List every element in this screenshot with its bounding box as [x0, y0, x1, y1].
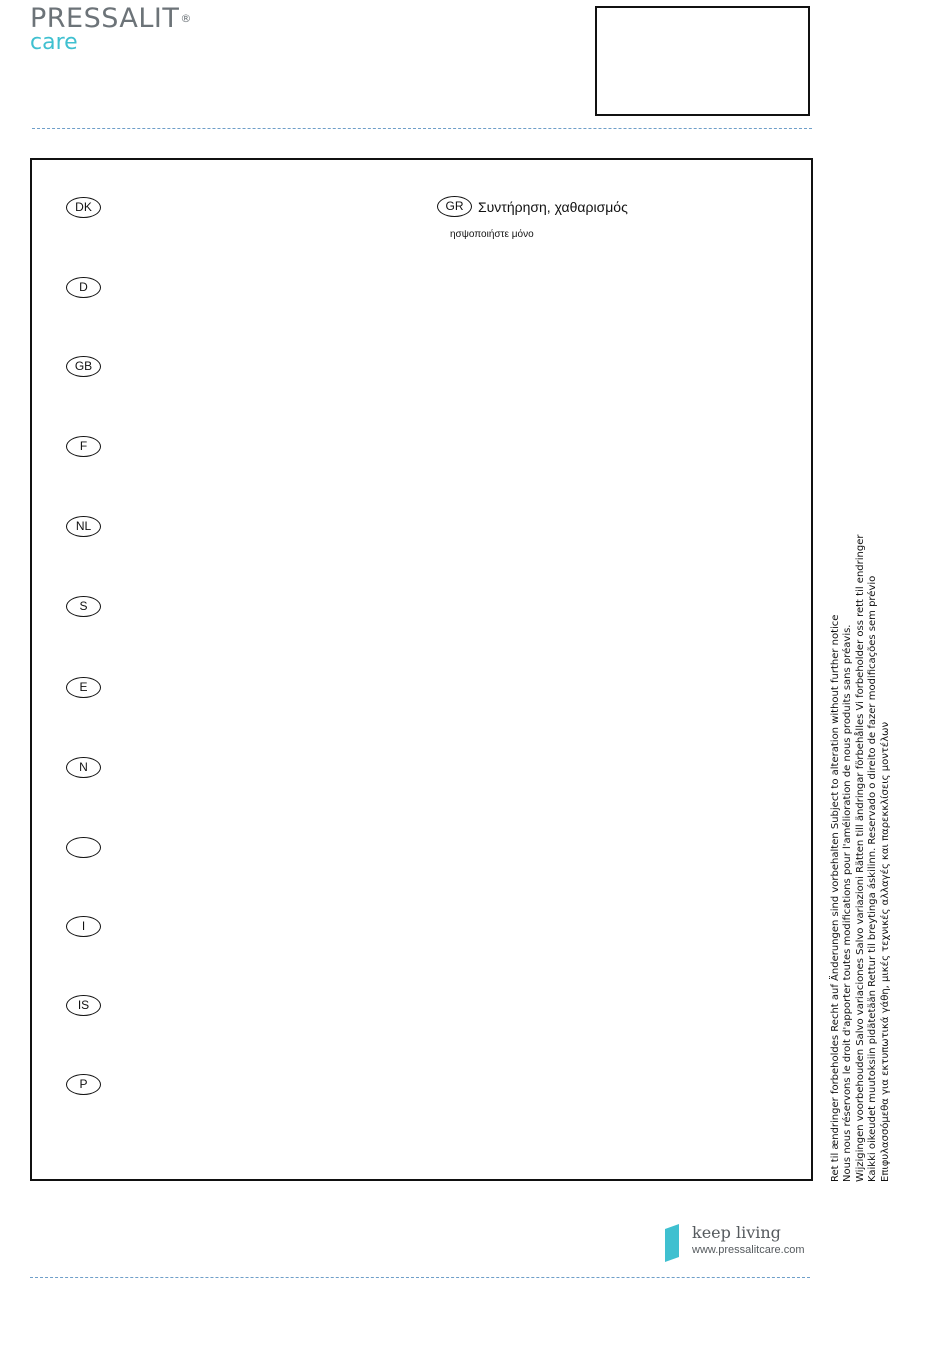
- language-badge-is: IS: [66, 995, 101, 1016]
- disclaimer-line: Wijzigingen voorbehouden Salvo variaciones Salvo variazioni Rätten till ändringar förbehålles Vi forbeholder oss rett til endringer: [854, 534, 866, 1182]
- disclaimer-line: Ret til ændringer forbeholdes Recht auf Änderungen sind vorbehalten Subject to alteration without further notice: [830, 614, 841, 1182]
- greek-section-title: Συντήρηση, χαθαρισμός: [478, 198, 628, 215]
- top-dashed-divider: [32, 128, 812, 129]
- language-badge-d: D: [66, 277, 101, 298]
- content-frame: [30, 158, 813, 1181]
- brand-sub: care: [30, 30, 78, 55]
- disclaimer-line: Nous nous réservons le droit d'apporter toutes modifications pour l'amélioration de nous produits sans préavis.: [842, 624, 854, 1182]
- language-badge-e: E: [66, 677, 101, 698]
- language-badge-p: P: [66, 1074, 101, 1095]
- disclaimer-line: Kaikki oikeudet muutoksiin pidätetään Rettur til breytinga áskilinn. Reservado o direito de fazer modificações sem prévio: [867, 575, 879, 1182]
- language-badge-gb: GB: [66, 356, 101, 377]
- label-box: [595, 6, 810, 116]
- brand-name: PRESSALIT®: [30, 3, 192, 34]
- disclaimer-line: Επιφυλασσόμεθα για εκτυπωτικά γάθη, μικές τεχνικές αλλαγές και παρεκκλίσεις μοντέλων: [879, 721, 891, 1182]
- language-badge-nl: NL: [66, 516, 101, 537]
- registered-mark: ®: [180, 12, 192, 25]
- language-badge-s: S: [66, 596, 101, 617]
- language-badge-i: I: [66, 916, 101, 937]
- alteration-disclaimer: [830, 535, 892, 1182]
- brand-mark-icon: [665, 1224, 679, 1262]
- greek-section-header: [437, 196, 628, 217]
- pressalit-care-logo: [30, 4, 192, 54]
- language-badge-blank: [66, 837, 101, 858]
- brand-tagline: keep living: [692, 1223, 781, 1242]
- language-badge-f: F: [66, 436, 101, 457]
- language-badge-dk: DK: [66, 197, 101, 218]
- language-badge-n: N: [66, 757, 101, 778]
- bottom-dashed-divider: [30, 1277, 810, 1278]
- brand-url: www.pressalitcare.com: [692, 1244, 805, 1256]
- language-badge-gr: GR: [437, 196, 472, 217]
- greek-section-note: ησψοποιήστε μόνο: [450, 229, 534, 240]
